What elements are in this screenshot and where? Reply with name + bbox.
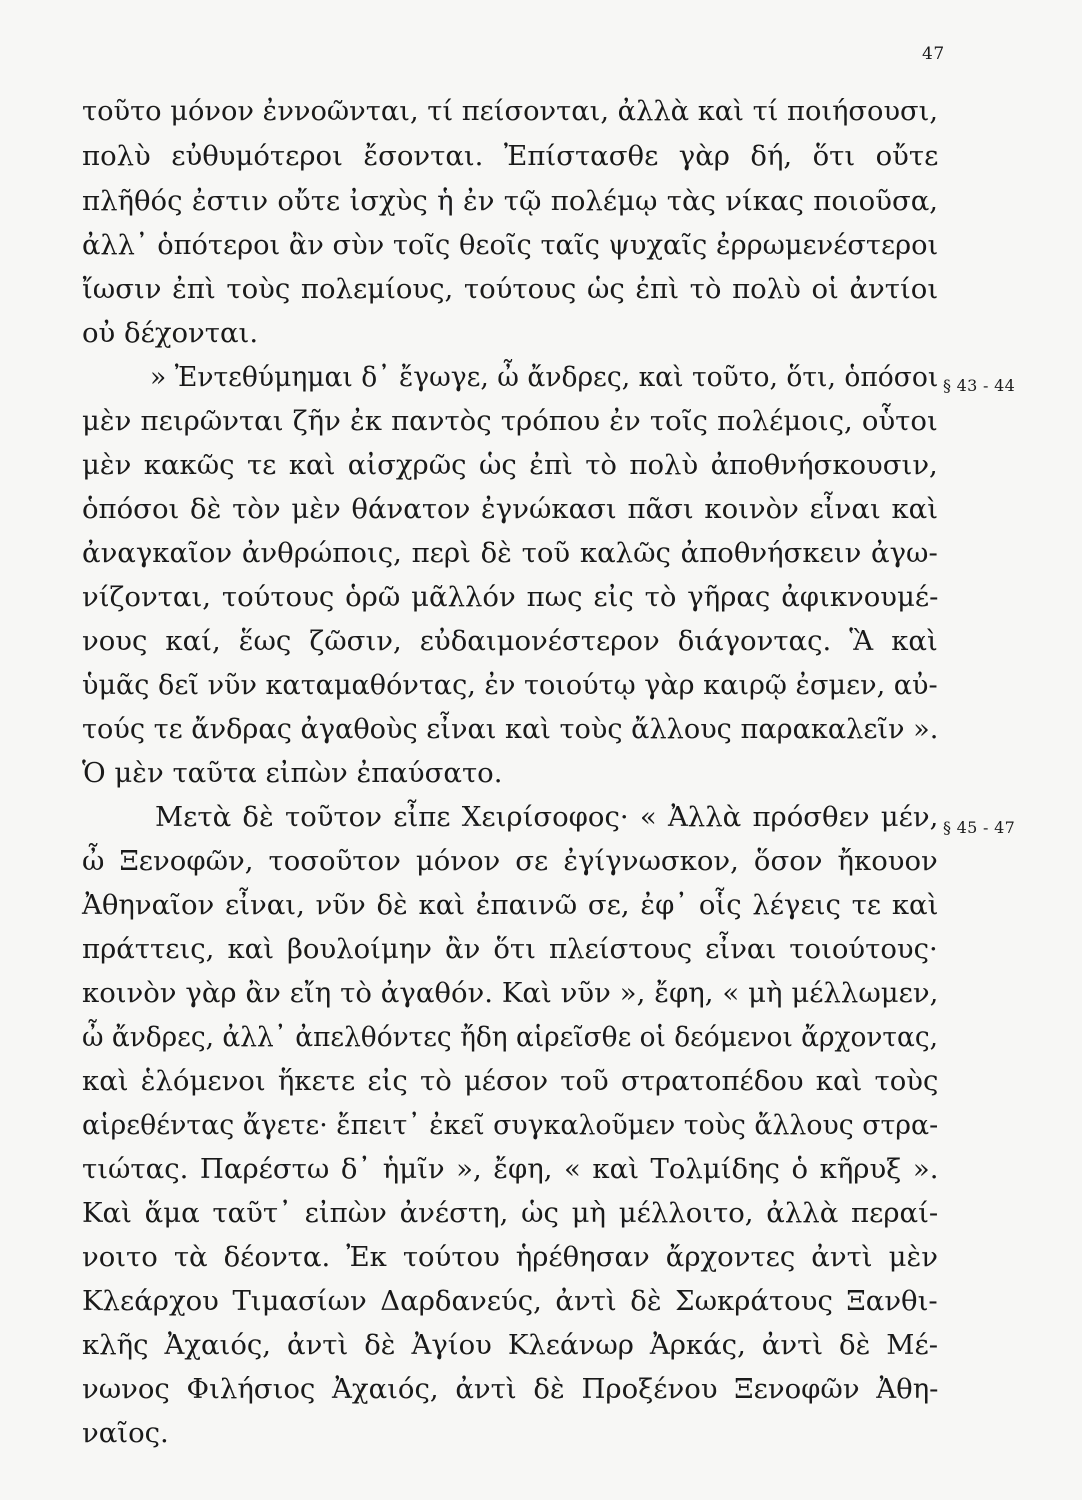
text-line: πράττεις, καὶ βουλοίμην ἂν ὅτι πλείστους εἶναι τοιούτους· (82, 933, 938, 965)
page-number: 47 (922, 44, 945, 64)
text-line: ἀναγκαῖον ἀνθρώποις, περὶ δὲ τοῦ καλῶς ἀποθνήσκειν ἀγω- (82, 537, 938, 569)
text-line: μὲν πειρῶνται ζῆν ἐκ παντὸς τρόπου ἐν τοῖς πολέμοις, οὗτοι (82, 405, 938, 437)
text-line: νους καί, ἕως ζῶσιν, εὐδαιμονέστερον διάγοντας. Ἃ καὶ (82, 625, 938, 657)
text-line: Μετὰ δὲ τοῦτον εἶπε Χειρίσοφος· « Ἀλλὰ πρόσθεν μέν, (155, 801, 939, 833)
text-line: Ὁ μὲν ταῦτα εἰπὼν ἐπαύσατο. (82, 757, 503, 789)
text-line: καὶ ἑλόμενοι ἥκετε εἰς τὸ μέσον τοῦ στρατοπέδου καὶ τοὺς (82, 1065, 939, 1097)
text-line: νωνος Φιλήσιος Ἀχαιός, ἀντὶ δὲ Προξένου Ξενοφῶν Ἀθη- (82, 1373, 939, 1405)
text-line: ναῖος. (82, 1417, 169, 1449)
text-line: κοινὸν γὰρ ἂν εἴη τὸ ἀγαθόν. Καὶ νῦν », ἔφη, « μὴ μέλλωμεν, (82, 977, 939, 1009)
text-line: αἱρεθέντας ἄγετε· ἔπειτ᾽ ἐκεῖ συγκαλοῦμεν τοὺς ἄλλους στρα- (82, 1109, 939, 1141)
text-line: » Ἐντεθύμημαι δ᾽ ἔγωγε, ὦ ἄνδρες, καὶ τοῦτο, ὅτι, ὁπόσοι (150, 361, 939, 393)
text-line: ὦ ἄνδρες, ἀλλ᾽ ἀπελθόντες ἤδη αἱρεῖσθε οἱ δεόμενοι ἄρχοντας, (82, 1021, 939, 1053)
text-line: Καὶ ἅμα ταῦτ᾽ εἰπὼν ἀνέστη, ὡς μὴ μέλλοιτο, ἀλλὰ περαί- (82, 1197, 939, 1229)
section-reference: § 45 - 47 (943, 818, 1016, 837)
text-line: τούς τε ἄνδρας ἀγαθοὺς εἶναι καὶ τοὺς ἄλλους παρακαλεῖν ». (82, 713, 939, 745)
text-line: ὑμᾶς δεῖ νῦν καταμαθόντας, ἐν τοιούτῳ γὰρ καιρῷ ἐσμεν, αὐ- (82, 669, 938, 701)
text-line: νίζονται, τούτους ὁρῶ μᾶλλόν πως εἰς τὸ γῆρας ἀφικνουμέ- (82, 581, 939, 613)
text-line: Κλεάρχου Τιμασίων Δαρδανεύς, ἀντὶ δὲ Σωκράτους Ξανθι- (82, 1285, 938, 1317)
text-line: οὐ δέχονται. (82, 317, 259, 349)
text-line: ἴωσιν ἐπὶ τοὺς πολεμίους, τούτους ὡς ἐπὶ τὸ πολὺ οἱ ἀντίοι (82, 273, 939, 305)
text-line: τοῦτο μόνον ἐννοῶνται, τί πείσονται, ἀλλὰ καὶ τί ποιήσουσι, (82, 95, 939, 127)
text-line: πολὺ εὐθυμότεροι ἔσονται. Ἐπίστασθε γὰρ δή, ὅτι οὔτε (82, 140, 939, 172)
text-line: ὁπόσοι δὲ τὸν μὲν θάνατον ἐγνώκασι πᾶσι κοινὸν εἶναι καὶ (82, 493, 939, 525)
section-reference: § 43 - 44 (943, 376, 1016, 395)
text-line: τιώτας. Παρέστω δ᾽ ἡμῖν », ἔφη, « καὶ Τολμίδης ὁ κῆρυξ ». (82, 1153, 939, 1185)
text-line: Ἀθηναῖον εἶναι, νῦν δὲ καὶ ἐπαινῶ σε, ἐφ᾽ οἷς λέγεις τε καὶ (82, 889, 939, 921)
text-line: ὦ Ξενοφῶν, τοσοῦτον μόνον σε ἐγίγνωσκον, ὅσον ἤκουον (82, 845, 938, 877)
text-line: ἀλλ᾽ ὁπότεροι ἂν σὺν τοῖς θεοῖς ταῖς ψυχαῖς ἐρρωμενέστεροι (82, 229, 939, 261)
text-line: νοιτο τὰ δέοντα. Ἐκ τούτου ἡρέθησαν ἄρχοντες ἀντὶ μὲν (82, 1241, 938, 1273)
text-line: πλῆθός ἐστιν οὔτε ἰσχὺς ἡ ἐν τῷ πολέμῳ τὰς νίκας ποιοῦσα, (82, 185, 939, 217)
text-line: κλῆς Ἀχαιός, ἀντὶ δὲ Ἀγίου Κλεάνωρ Ἀρκάς, ἀντὶ δὲ Μέ- (82, 1329, 938, 1361)
text-line: μὲν κακῶς τε καὶ αἰσχρῶς ὡς ἐπὶ τὸ πολὺ ἀποθνήσκουσιν, (82, 449, 938, 481)
